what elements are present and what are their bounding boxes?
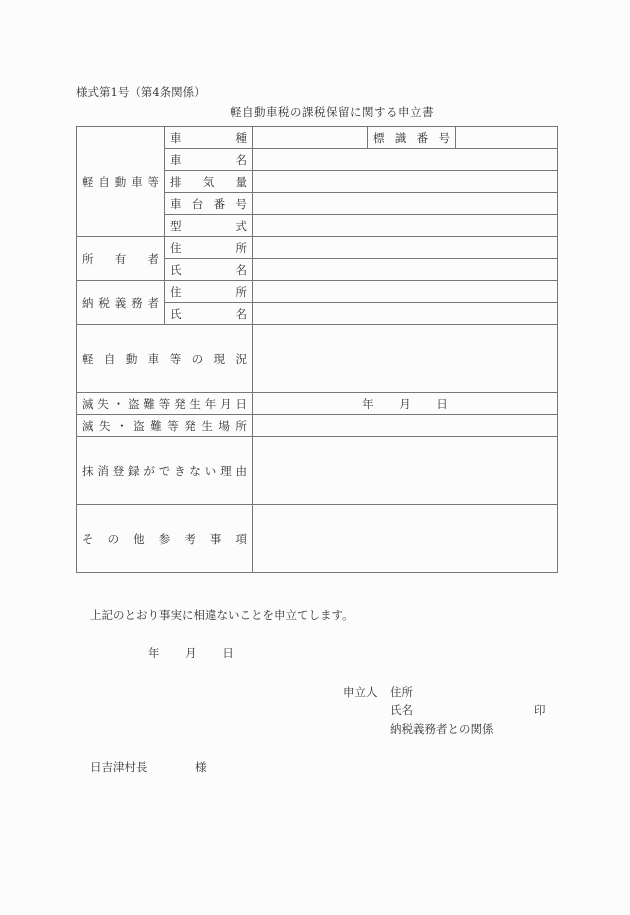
label-char: 盗 [128,396,140,411]
label-char: 者 [147,251,159,266]
label-char: 車 [170,130,182,145]
label-char: 等 [158,396,171,411]
loss-date-label [77,393,253,415]
label-char: 者 [147,295,159,310]
honorific: 様 [195,760,207,774]
label-char: 号 [235,196,247,211]
label-char: 理 [220,463,232,478]
vehicle-name-label [165,149,253,171]
label-char: 軽 [82,174,94,189]
taxpayer-name-field[interactable] [253,303,558,325]
label-char: 住 [170,284,182,299]
applicant-label: 申立人 [343,685,378,699]
label-char: 車 [147,351,160,366]
taxpayer-address-field[interactable] [253,281,558,303]
label-char: 年 [204,396,217,411]
label-char: 発 [184,418,196,433]
application-form-table [76,126,558,573]
plate-number-field[interactable] [456,127,558,149]
label-char: 務 [131,295,143,310]
label-char: 型 [170,218,182,233]
applicant-name-label: 氏名 [390,703,413,717]
owner-group-label [77,237,165,281]
label-char: 動 [125,351,138,366]
label-char: そ [82,531,94,546]
label-char: 軽 [82,351,94,366]
label-char: 所 [235,284,247,299]
label-char: 式 [235,218,247,233]
taxpayer-name-label [165,303,253,325]
label-char: 氏 [170,306,182,321]
label-char: 消 [97,463,109,478]
vehicle-group-label [77,127,165,237]
label-char: 車 [131,174,143,189]
label-char: 失 [99,418,111,433]
label-char: 発 [174,396,186,411]
relation-to-taxpayer-label: 納税義務者との関係 [390,722,494,736]
reason-field[interactable] [253,437,558,505]
other-notes-field[interactable] [253,505,558,573]
chassis-number-label [165,193,253,215]
label-char: 所 [235,418,247,433]
declaration-day: 日 [222,646,234,660]
addressee: 日吉津村長 [90,760,148,774]
label-char: の [107,531,120,546]
loss-date-month: 月 [399,396,411,411]
label-char: 登 [112,463,125,478]
document-title: 軽自動車税の課税保留に関する申立書 [230,105,434,119]
declaration-year: 年 [148,646,160,660]
label-char: 他 [133,531,145,546]
label-char: ・ [112,396,125,411]
label-char: 量 [235,174,247,189]
label-char: 名 [235,306,247,321]
plate-number-label [368,127,456,149]
label-char: 番 [213,196,226,211]
label-char: 有 [114,251,127,266]
label-char: ・ [116,418,128,433]
label-char: 所 [235,240,247,255]
label-char: 番 [416,130,429,145]
label-char: 車 [170,196,182,211]
label-char: い [204,463,217,478]
label-char: 況 [235,351,247,366]
vehicle-type-field[interactable] [253,127,368,149]
model-field[interactable] [253,215,558,237]
owner-name-label [165,259,253,281]
label-char: 項 [235,531,247,546]
label-char: 生 [201,418,213,433]
label-char: 盗 [133,418,145,433]
label-char: 等 [167,418,179,433]
loss-place-label [77,415,253,437]
loss-date-year: 年 [362,396,374,411]
label-char: の [191,351,204,366]
label-char: 識 [394,130,407,145]
form-number: 様式第1号（第4条関係） [76,85,206,99]
label-char: 場 [218,418,230,433]
vehicle-status-field[interactable] [253,325,558,393]
label-char: 氏 [170,262,182,277]
declaration-date[interactable] [148,645,234,661]
label-char: 事 [209,531,222,546]
vehicle-name-field[interactable] [253,149,558,171]
label-char: な [189,463,201,478]
label-char: 台 [191,196,204,211]
label-char: き [174,463,186,478]
vehicle-type-label [165,127,253,149]
owner-address-field[interactable] [253,237,558,259]
displacement-field[interactable] [253,171,558,193]
taxpayer-group-label [77,281,165,325]
label-char: 由 [235,463,247,478]
loss-date-day: 日 [436,396,448,411]
label-char: 気 [202,174,215,189]
label-char: 排 [170,174,182,189]
displacement-label [165,171,253,193]
label-char: 月 [220,396,232,411]
label-char: 生 [189,396,201,411]
label-char: 抹 [82,463,94,478]
label-char: 車 [170,152,182,167]
applicant-address-label: 住所 [390,685,413,699]
declaration-statement: 上記のとおり事実に相違ないことを申立てします。 [90,608,354,622]
loss-place-field[interactable] [253,415,558,437]
label-char: 所 [82,251,94,266]
label-char: 自 [103,351,116,366]
label-char: 等 [169,351,182,366]
label-char: 種 [235,130,247,145]
label-char: で [158,463,171,478]
owner-address-label [165,237,253,259]
loss-date-field[interactable] [253,393,558,415]
label-char: 難 [143,396,155,411]
label-char: 参 [158,531,171,546]
label-char: 税 [98,295,110,310]
label-char: 失 [97,396,109,411]
label-char: 動 [114,174,127,189]
taxpayer-address-label [165,281,253,303]
label-char: 号 [438,130,450,145]
declaration-month: 月 [185,646,197,660]
label-char: 滅 [82,418,94,433]
owner-name-field[interactable] [253,259,558,281]
label-char: 滅 [82,396,94,411]
label-char: が [143,463,155,478]
label-char: 難 [150,418,162,433]
vehicle-status-label [77,325,253,393]
label-char: 名 [235,152,247,167]
label-char: 考 [184,531,196,546]
seal-mark: 印 [534,703,546,717]
label-char: 日 [235,396,247,411]
label-char: 名 [235,262,247,277]
label-char: 納 [82,295,94,310]
model-label [165,215,253,237]
label-char: 録 [128,463,140,478]
label-char: 標 [373,130,385,145]
reason-label [77,437,253,505]
chassis-number-field[interactable] [253,193,558,215]
label-char: 等 [147,174,159,189]
other-notes-label [77,505,253,573]
label-char: 住 [170,240,182,255]
label-char: 現 [213,351,226,366]
label-char: 義 [114,295,127,310]
label-char: 自 [98,174,110,189]
